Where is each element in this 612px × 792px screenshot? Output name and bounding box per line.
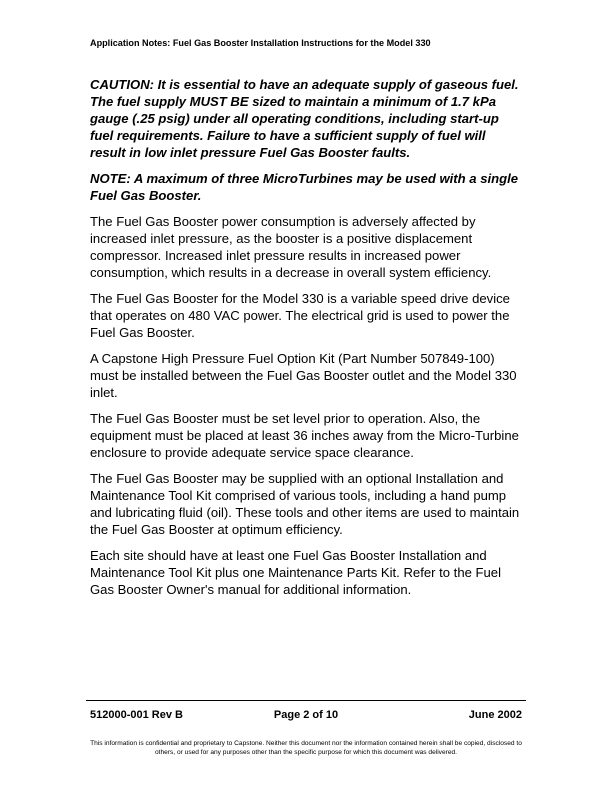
body-paragraph: The Fuel Gas Booster for the Model 330 is a variable speed drive device that operates on 480 VAC power. The electrical grid is used to power the Fuel Gas Booster. bbox=[90, 291, 510, 340]
note-notice: NOTE: A maximum of three MicroTurbines may be used with a single Fuel Gas Booster. bbox=[90, 171, 519, 203]
body-paragraph: The Fuel Gas Booster may be supplied with an optional Installation and Maintenance Tool Kit comprised of various tools, including a hand pump and lubricating fluid (oil). These tools and other items are used to maintain the Fuel Gas Booster at optimum efficiency. bbox=[90, 471, 520, 537]
document-body bbox=[90, 76, 522, 607]
body-paragraph: A Capstone High Pressure Fuel Option Kit (Part Number 507849-100) must be installed between the Fuel Gas Booster outlet and the Model 330 inlet. bbox=[90, 351, 517, 400]
page-number: Page 2 of 10 bbox=[273, 709, 339, 721]
page-header-title: Application Notes: Fuel Gas Booster Installation Instructions for the Model 330 bbox=[90, 38, 431, 48]
body-paragraph: The Fuel Gas Booster power consumption is adversely affected by increased inlet pressure, as the booster is a positive displacement compressor. Increased inlet pressure results in increased power consumption, which results in a decrease in overall system efficiency. bbox=[90, 214, 492, 280]
body-paragraph: The Fuel Gas Booster must be set level prior to operation. Also, the equipment must be placed at least 36 inches away from the Micro-Turbine enclosure to provide adequate service space clearance. bbox=[90, 411, 519, 460]
body-paragraph: Each site should have at least one Fuel Gas Booster Installation and Maintenance Tool Kit plus one Maintenance Parts Kit. Refer to the Fuel Gas Booster Owner's manual for additional information. bbox=[90, 548, 501, 597]
page-footer bbox=[90, 709, 522, 723]
confidentiality-disclaimer: This information is confidential and proprietary to Capstone. Neither this document nor the information contained herein shall be copied, disclosed to others, or used for any purposes other than the specific purpose for which this document was delivered. bbox=[90, 740, 522, 756]
document-date: June 2002 bbox=[468, 709, 522, 721]
document-id: 512000-001 Rev B bbox=[90, 709, 183, 721]
caution-notice: CAUTION: It is essential to have an adequate supply of gaseous fuel. The fuel supply MUST BE sized to maintain a minimum of 1.7 kPa gauge (.25 psig) under all operating conditions, including start-up fuel requirements. Failure to have a sufficient supply of fuel will result in low inlet pressure Fuel Gas Booster faults. bbox=[90, 77, 519, 160]
footer-divider bbox=[86, 700, 526, 701]
